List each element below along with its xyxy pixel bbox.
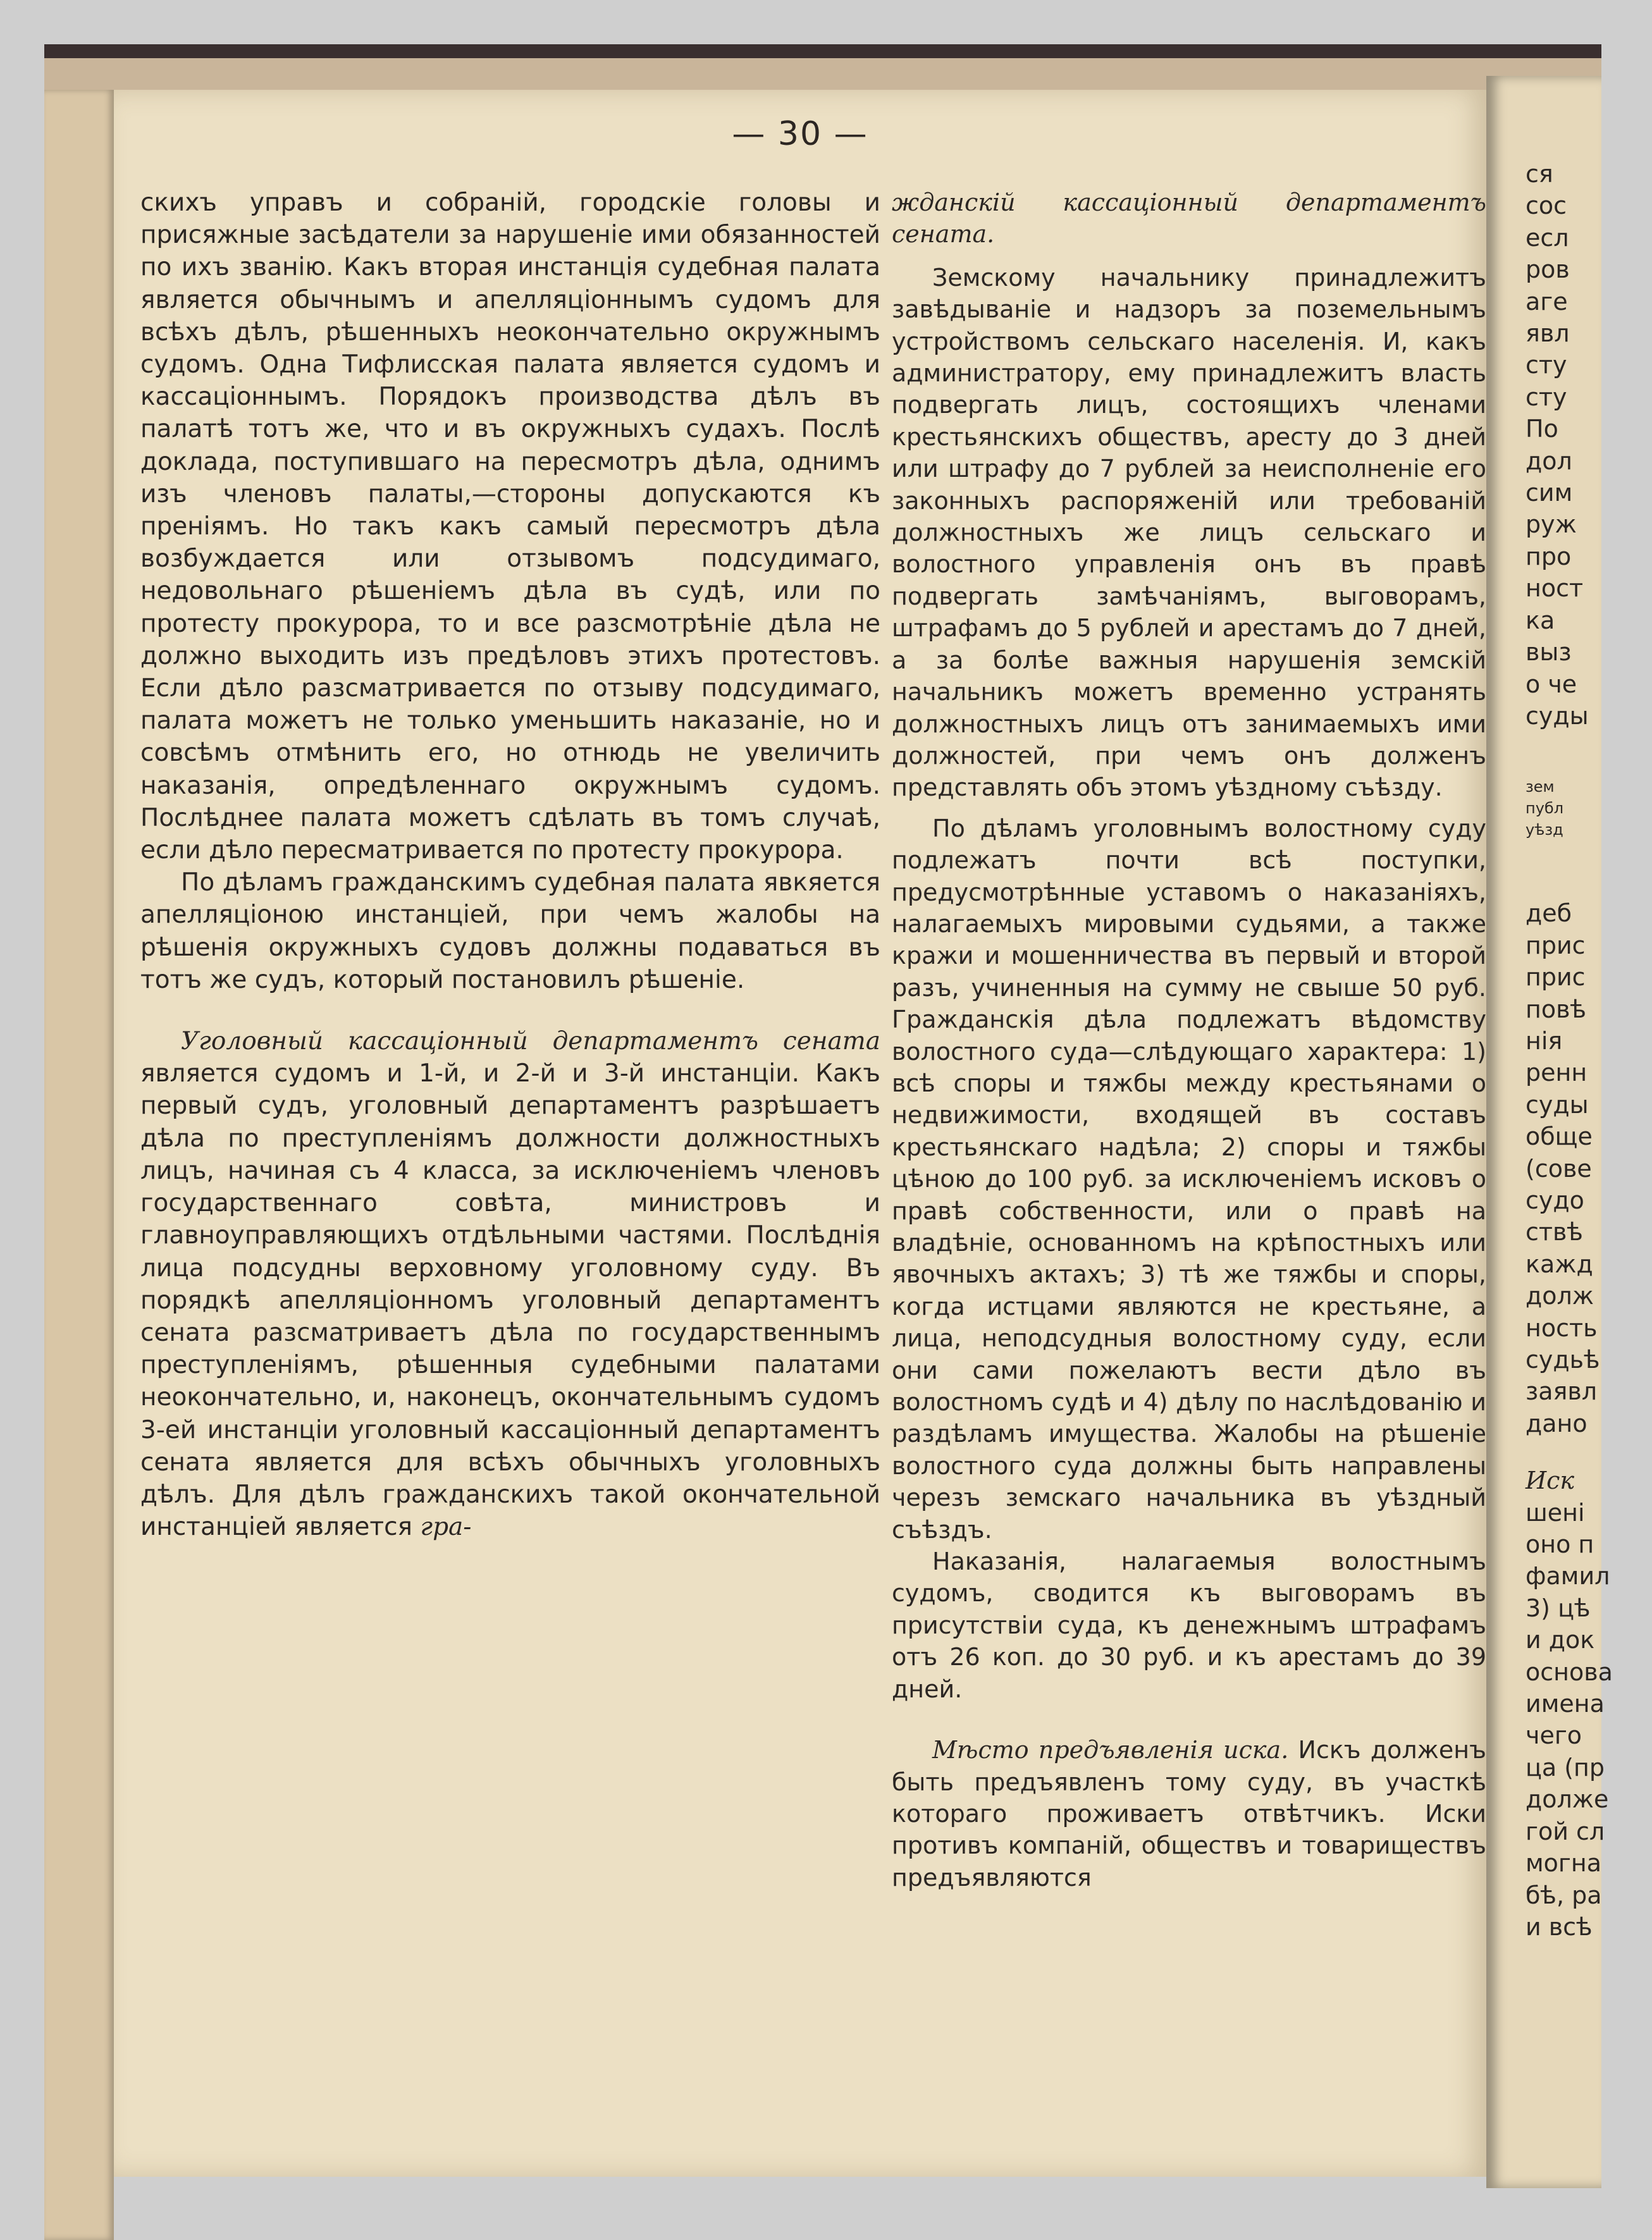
next-page-line: и всѣ xyxy=(1526,1912,1593,1941)
next-page-line: суды xyxy=(1526,1090,1589,1119)
next-page-line: про xyxy=(1526,542,1572,570)
criminal-dept-heading: Уголовный кассаціонный департаментъ сената xyxy=(181,1027,880,1056)
criminal-dept-paragraph xyxy=(140,1025,880,1543)
next-page-line: обще xyxy=(1526,1123,1593,1151)
next-page-line: (сове xyxy=(1526,1154,1592,1183)
next-page-line: гой сл xyxy=(1526,1817,1605,1845)
left-paragraph-1: скихъ управъ и собраній, городскіе головы и присяжные засѣдатели за нарушеніе ими обязанностей по ихъ званію. Какъ вторая инстанція судебная палата является обычнымъ и апелляціоннымъ судомъ для всѣхъ дѣлъ, рѣшенныхъ неокончательно окружнымъ судомъ. Одна Тифлисская палата является судомъ и кассаціоннымъ. Порядокъ производства дѣлъ въ палатѣ тотъ же, что и въ окружныхъ судахъ. Послѣ доклада, поступившаго на пересмотръ дѣла, однимъ изъ членовъ палаты,—стороны допускаются къ преніямъ. Но такъ какъ самый пересмотръ дѣла возбуждается или отзывомъ подсудимаго, недовольнаго рѣшеніемъ дѣла въ судѣ, или по протесту прокурора, то и все разсмотрѣніе дѣла не должно выходить изъ предѣловъ этихъ протестовъ. Если дѣло разсматривается по отзыву подсудимаго, палата можетъ не только уменьшить наказаніе, но и совсѣмъ отмѣнить его, но отнюдь не увеличить наказанія, опредѣленнаго окружнымъ судомъ. Послѣднее палата можетъ сдѣлать въ томъ случаѣ, если дѣло пересматривается по протесту прокурора. xyxy=(140,188,880,865)
right-paragraph-2: По дѣламъ уголовнымъ волостному суду подлежатъ почти всѣ поступки, предусмотрѣнные уставомъ о наказаніяхъ, налагаемыхъ мировыми судьями, а также кражи и мошенничества въ первый и второй разъ, учиненныя на сумму не свыше 50 руб. Гражданскія дѣла подлежатъ вѣдомству волостного суда—слѣдующаго характера: 1) всѣ споры и тяжбы между крестьянами о недвижимости, входящей въ составъ крестьянскаго надѣла; 2) споры и тяжбы цѣною до 100 руб. за исключеніемъ исковъ о правѣ собственности, или о правѣ на владѣніе, основанномъ на крѣпостныхъ или явочныхъ актахъ; 3) тѣ же тяжбы и споры, когда истцами являются не крестьяне, а лица, неподсудныя волостному суду, если они сами пожелаютъ вести дѣло въ волостномъ судѣ и 4) дѣлу по наслѣдованію и раздѣламъ имущества. Жалобы на рѣшеніе волостного суда должны быть направлены черезъ земскаго начальника въ уѣздный съѣздъ. xyxy=(892,814,1486,1544)
next-page-footnote-line: публ xyxy=(1526,799,1564,818)
next-page-line: основа xyxy=(1526,1658,1613,1686)
next-page-line: фамил xyxy=(1526,1562,1610,1591)
next-page-line: дано xyxy=(1526,1409,1587,1437)
next-page-line: чего xyxy=(1526,1721,1582,1750)
next-page-line: судо xyxy=(1526,1186,1584,1214)
next-page-line: ка xyxy=(1526,606,1555,634)
claim-place-text: Искъ долженъ быть предъявленъ тому суду, въ участкѣ котораго проживаетъ отвѣтчикъ. Иски противъ компаній, обществъ и товариществъ предъявляются xyxy=(892,1736,1486,1892)
civil-dept-continuation: жданскій кассаціонный департаментъ сената. xyxy=(892,188,1486,249)
next-page-line: ност xyxy=(1526,574,1584,603)
next-page-italic-fragment: Иск xyxy=(1526,1467,1575,1495)
next-page-line: ность xyxy=(1526,1314,1598,1342)
next-page-line: ров xyxy=(1526,255,1570,284)
criminal-dept-text: является судомъ и 1-й, и 2-й и 3-й инстанціи. Какъ первый судъ, уголовный департаментъ разрѣшаетъ дѣла по преступленіямъ должности должностныхъ лицъ, начиная съ 4 класса, за исключеніемъ членовъ государственнаго совѣта, министровъ и главноуправляющихъ отдѣльными частями. Послѣднія лица подсудны верховному уголовному суду. Въ порядкѣ апелляціонномъ уголовный департаментъ сената разсматриваетъ дѣла по государственнымъ преступленіямъ, рѣшенныя судебными палатами неокончательно, и, наконецъ, окончательнымъ судомъ 3-ей инстанціи уголовный кассаціонный департаментъ сената является для всѣхъ обычныхъ уголовныхъ дѣлъ. Для дѣлъ гражданскихъ такой окончательной инстанціей является xyxy=(140,1059,880,1542)
next-page-line: бѣ, ра xyxy=(1526,1881,1602,1909)
left-column xyxy=(140,187,880,1543)
next-page-line: прис xyxy=(1526,931,1586,959)
next-page-line: повѣ xyxy=(1526,995,1587,1023)
book-page-top-edge xyxy=(44,58,1601,90)
next-page-footnote-line: уѣзд xyxy=(1526,821,1563,839)
next-page-line: суды xyxy=(1526,701,1589,730)
next-page-footnote-line: зем xyxy=(1526,778,1555,796)
next-page-line: нія xyxy=(1526,1026,1563,1055)
page-number: — 30 — xyxy=(732,115,868,153)
next-page-line: деб xyxy=(1526,899,1572,928)
claim-place-paragraph xyxy=(892,1734,1486,1893)
right-column xyxy=(892,187,1486,1893)
next-page-line: заявл xyxy=(1526,1377,1598,1406)
next-page-line: дол xyxy=(1526,446,1572,475)
next-page xyxy=(1486,76,1613,2188)
next-page-line: шені xyxy=(1526,1498,1585,1527)
next-page-line: о че xyxy=(1526,670,1577,698)
next-page-line: судьѣ xyxy=(1526,1346,1600,1374)
next-page-line: 3) цѣ xyxy=(1526,1594,1591,1622)
next-page-line: имена xyxy=(1526,1690,1605,1718)
next-page-line: выз xyxy=(1526,638,1572,667)
next-page-text-fragment xyxy=(1526,158,1652,1943)
next-page-line: долже xyxy=(1526,1785,1609,1814)
next-page-line: оно п xyxy=(1526,1530,1594,1559)
next-page-line: По xyxy=(1526,415,1558,443)
next-page-line: явл xyxy=(1526,319,1570,348)
next-page-line: аге xyxy=(1526,287,1568,316)
next-page-line: ца (пр xyxy=(1526,1753,1605,1782)
next-page-line: сим xyxy=(1526,479,1573,507)
next-page-line: руж xyxy=(1526,510,1577,539)
book-spine-top xyxy=(44,44,1601,58)
next-page-line: сос xyxy=(1526,192,1567,220)
next-page-line: ся xyxy=(1526,160,1553,188)
next-page-line: ствѣ xyxy=(1526,1218,1583,1246)
next-page-line: прис xyxy=(1526,963,1586,992)
criminal-dept-tail: гра- xyxy=(420,1513,472,1542)
next-page-line: есл xyxy=(1526,223,1569,252)
next-page-line: могна xyxy=(1526,1849,1602,1878)
claim-place-heading: Мѣсто предъявленія иска. xyxy=(932,1736,1289,1764)
next-page-line: кажд xyxy=(1526,1250,1593,1278)
left-paragraph-2: По дѣламъ гражданскимъ судебная палата явкяется апелляціоною инстанціей, при чемъ жалобы на рѣшенія окружныхъ судовъ должны подаваться въ тотъ же судъ, который постановилъ рѣшеніе. xyxy=(140,868,880,994)
right-paragraph-3: Наказанія, налагаемыя волостнымъ судомъ, сводится къ выговорамъ въ присутствіи суда, къ денежнымъ штрафамъ отъ 26 коп. до 30 руб. и къ арестамъ до 39 дней. xyxy=(892,1548,1486,1703)
next-page-line: ренн xyxy=(1526,1059,1587,1087)
left-page-edge xyxy=(44,90,114,2240)
next-page-line: сту xyxy=(1526,383,1567,411)
next-page-line: и док xyxy=(1526,1626,1595,1654)
next-page-line: сту xyxy=(1526,351,1567,379)
next-page-line: долж xyxy=(1526,1282,1594,1310)
right-paragraph-1: Земскому начальнику принадлежитъ завѣдываніе и надзоръ за поземельнымъ устройствомъ сельскаго населенія. И, какъ администратору, ему принадлежитъ власть подвергать лицъ, состоящихъ членами крестьянскихъ обществъ, аресту до 3 дней или штрафу до 7 рублей за неисполненіе его законныхъ распоряженій или требованій должностныхъ же лицъ сельскаго и волостного управленія онъ въ правѣ подвергать замѣчаніямъ, выговорамъ, штрафамъ до 5 рублей и арестамъ до 7 дней, а за болѣе важныя нарушенія земскій начальникъ можетъ временно устранять должностныхъ лицъ отъ занимаемыхъ ими должностей, при чемъ онъ долженъ представлять объ этомъ уѣздному съѣзду. xyxy=(892,263,1486,802)
